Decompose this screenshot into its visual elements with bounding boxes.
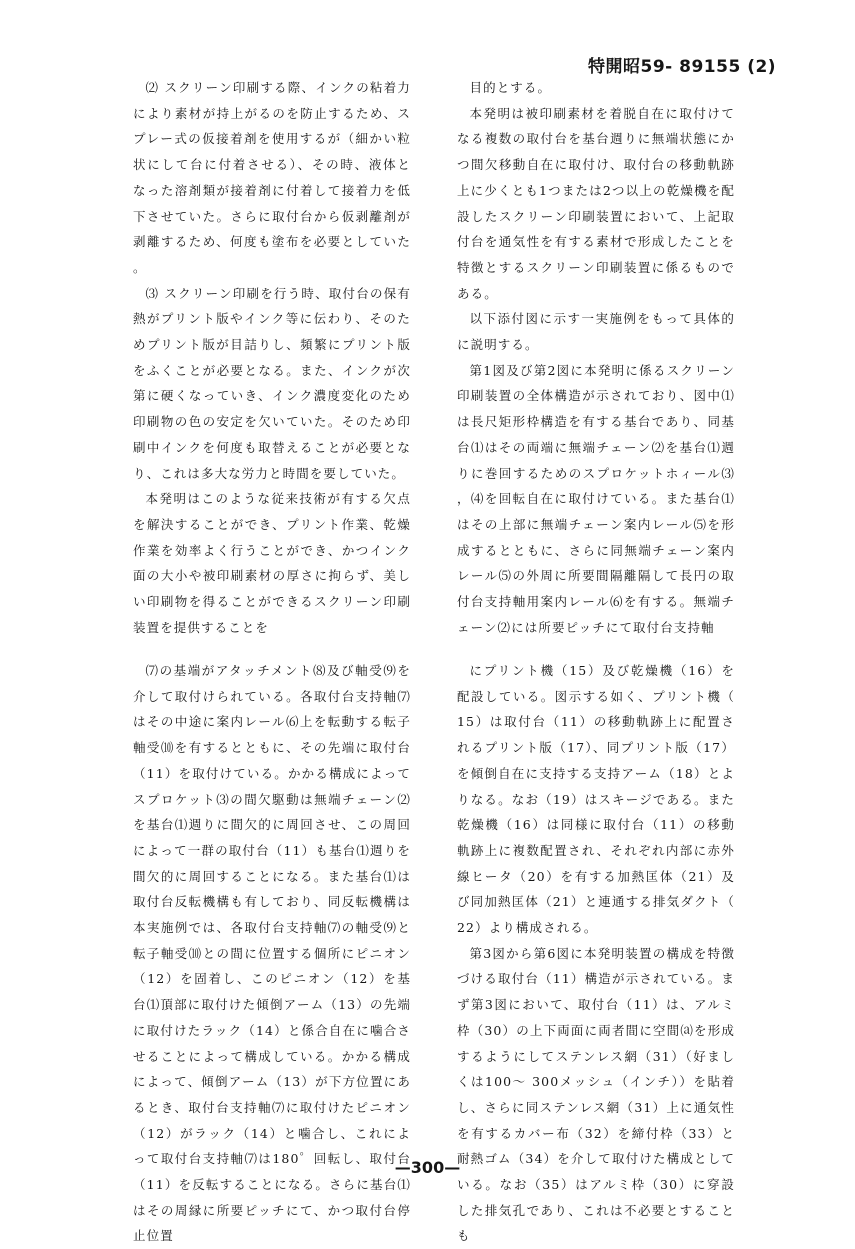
paragraph-issue-3: ⑶ スクリーン印刷を行う時、取付台の保有熱がプリント版やインク等に伝わり、そのためプリント版が目詰りし、頻繁にプリント版をふくことが必要となる。また、インクが次第に硬くなっていき、インク濃度変化のため印刷物の色の安定を欠いていた。そのため印刷中インクを何度も取替えることが必要となり、これは多大な労力と時間を要していた。: [133, 285, 411, 481]
paragraph-support-shaft-mechanism: ⑺の基端がアタッチメント⑻及び軸受⑼を介して取付けられている。各取付台支持軸⑺はその中途に案内レール⑹上を転動する転子軸受⑽を有するとともに、その先端に取付台（11）を取付けている。かかる構成によってスプロケット⑶の間欠駆動は無端チェーン⑵を基台⑴週りに間欠的に周回させ、この周回によって一群の取付台（11）も基台⑴週りを間欠的に周回することになる。また基台⑴は取付台反転機構も有しており、同反転機構は本実施例では、各取付台支持軸⑺の軸受⑼と転子軸受⑽との間に位置する個所にピニオン（12）を固着し、このピニオン（12）を基台⑴頂部に取付けた傾倒アーム（13）の先端に取付けたラック（14）と係合自在に噛合させることによって構成している。かかる構成によって、傾倒アーム（13）が下方位置にあるとき、取付台支持軸⑺に取付けたピニオン（12）がラック（14）と噛合し、これによって取付台支持軸⑺は180゜回転し、取付台（11）を反転することになる。さらに基台⑴はその周縁に所要ピッチにて、かつ取付台停止位置: [133, 663, 411, 1244]
paragraph-purpose-end: 目的とする。: [469, 80, 552, 95]
paragraph-invention-summary: 本発明は被印刷素材を着脱自在に取付けてなる複数の取付台を基台週りに無端状態にかつ間欠移動自在に取付け、取付台の移動軌跡上に少くとも1つまたは2つ以上の乾燥機を配設したスクリーン印刷装置において、上記取付台を通気性を有する素材で形成したことを特徴とするスクリーン印刷装置に係るものである。: [457, 105, 735, 301]
paragraph-printer-dryer: にプリント機（15）及び乾燥機（16）を配設している。図示する如く、プリント機（15）は取付台（11）の移動軌跡上に配置されるプリント版（17）、同プリント版（17）を傾倒自在に支持する支持アーム（18）とよりなる。なお（19）はスキージである。また乾燥機（16）は同様に取付台（11）の移動軌跡上に複数配置され、それぞれ内部に赤外線ヒータ（20）を有する加熱匡体（21）及び同加熱匡体（21）と連通する排気ダクト（22）より構成される。: [457, 663, 735, 936]
paragraph-mounting-table-structure: 第3図から第6図に本発明装置の構成を特徴づける取付台（11）構造が示されている。まず第3図において、取付台（11）は、アルミ枠（30）の上下両面に両者間に空間⒜を形成するようにしてステンレス網（31）（好ましくは100～ 300メッシュ（インチ））を貼着し、さらに同ステンレス網（31）上に通気性を有するカバー布（32）を締付枠（33）と耐熱ゴム（34）を介して取付けた構成としている。なお（35）はアルミ枠（30）に穿設した排気孔であり、これは不必要とすることも: [457, 945, 735, 1244]
text-column-top-right: [457, 75, 735, 640]
paragraph-overall-structure: 第1図及び第2図に本発明に係るスクリーン印刷装置の全体構造が示されており、図中⑴は長尺矩形枠構造を有する基台であり、同基台⑴はその両端に無端チェーン⑵を基台⑴週りに巻回するためのスプロケットホィール⑶，⑷を回転自在に取付けている。また基台⑴はその上部に無端チェーン案内レール⑸を形成するとともに、さらに同無端チェーン案内レール⑸の外周に所要間隔離隔して長円の取付台支持軸用案内レール⑹を有する。無端チェーン⑵には所要ピッチにて取付台支持軸: [457, 362, 735, 635]
paragraph-invention-purpose: 本発明はこのような従来技術が有する欠点を解決することができ、プリント作業、乾燥作業を効率よく行うことができ、かつインク面の大小や被印刷素材の厚さに拘らず、美しい印刷物を得ることができるスクリーン印刷装置を提供することを: [133, 491, 411, 635]
page-number: —300—: [394, 1158, 461, 1177]
text-column-top-left: [133, 75, 411, 640]
paragraph-embodiment-intro: 以下添付図に示す一実施例をもって具体的に説明する。: [457, 311, 735, 353]
paragraph-issue-2: ⑵ スクリーン印刷する際、インクの粘着力により素材が持上がるのを防止するため、スプレー式の仮接着剤を使用するが（細かい粒状にして台に付着させる）、その時、液体となった溶剤類が接着剤に付着して接着力を低下させていた。さらに取付台から仮剥離剤が剥離するため、何度も塗布を必要としていた。: [133, 80, 411, 275]
patent-publication-number: 特開昭59- 89155 (2): [588, 57, 777, 77]
